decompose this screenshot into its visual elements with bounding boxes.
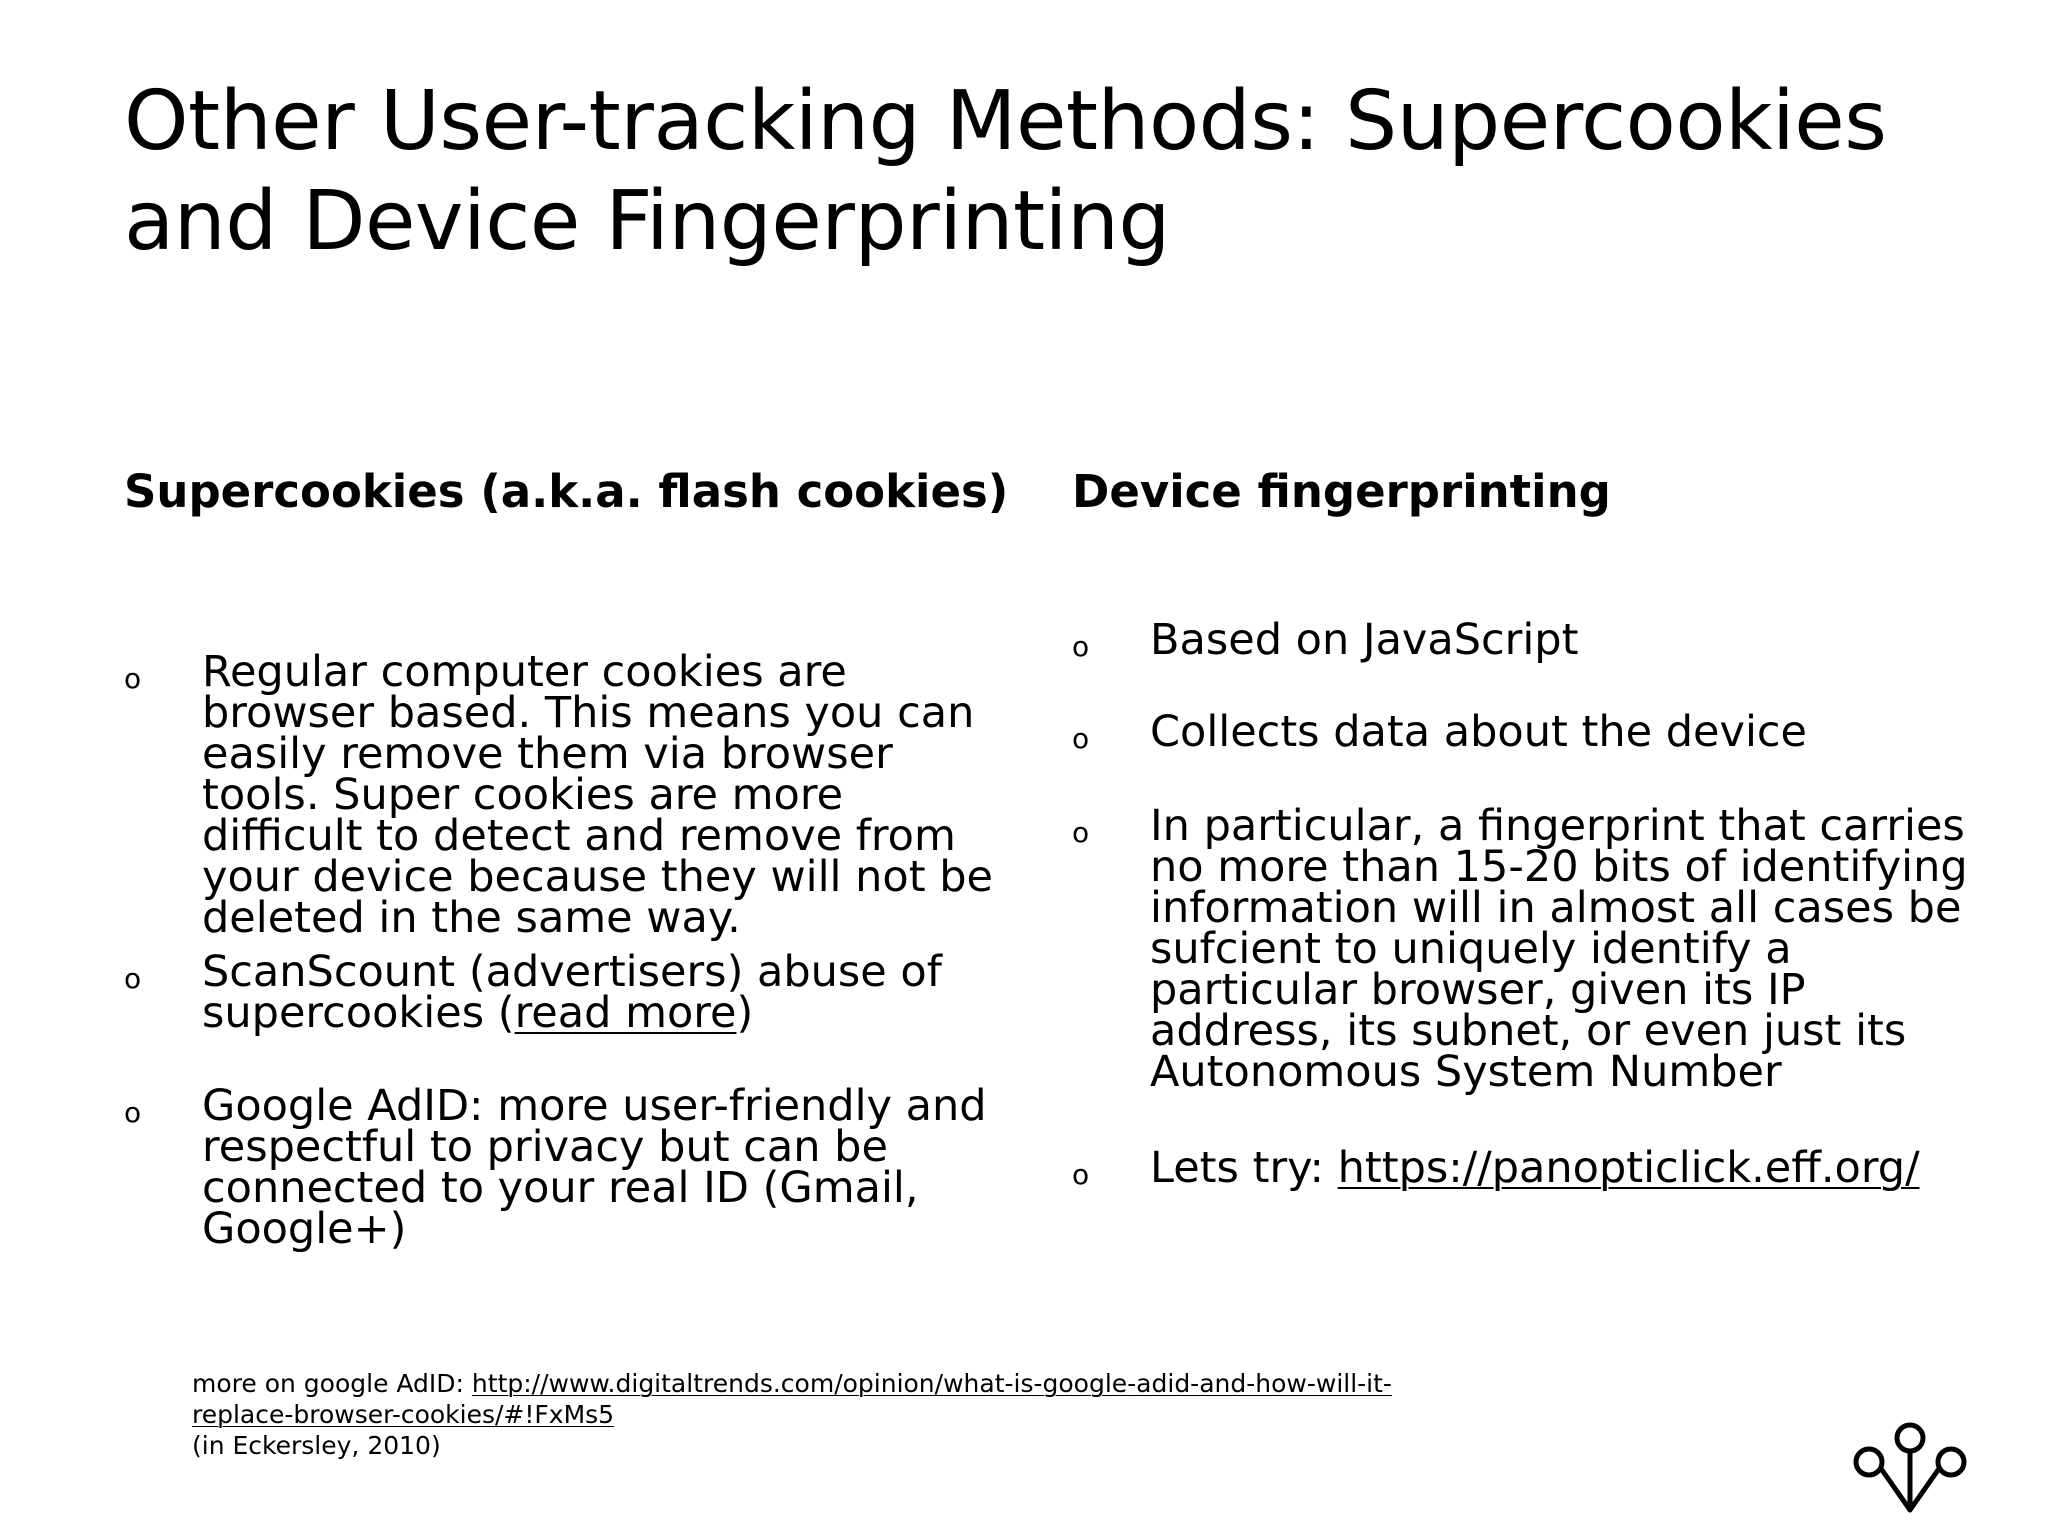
list-item-text-after: ) xyxy=(736,988,754,1038)
bullet-marker-icon: o xyxy=(1072,630,1090,663)
list-item-text-before: ScanScount (advertisers) abuse of supercookies ( xyxy=(202,947,942,1038)
list-item-text: Google AdID: more user-friendly and respectful to privacy but can be connected to your real ID (Gmail, Google+) xyxy=(202,1081,987,1254)
list-item-text-before: Lets try: xyxy=(1150,1143,1338,1193)
list-item-text xyxy=(1150,1143,1920,1193)
panopticlick-link[interactable]: https://panopticlick.eff.org/ xyxy=(1337,1143,1920,1193)
footnote-citation: (in Eckersley, 2010) xyxy=(192,1431,441,1460)
footnote xyxy=(192,1368,1492,1461)
bullet-marker-icon: o xyxy=(124,662,142,695)
read-more-link[interactable]: read more xyxy=(514,988,737,1038)
bullet-marker-icon: o xyxy=(1072,722,1090,755)
list-item-text: In particular, a fingerprint that carries no more than 15-20 bits of identifying information will in almost all cases be sufcient to uniquely identify a particular browser, given its IP address, its subnet, or even just its Autonomous System Number xyxy=(1150,801,1968,1097)
digitaltrends-link[interactable]: http://www.digitaltrends.com/opinion/what-is-google-adid-and-how-will-it-replace-browser-cookies/#!FxMs5 xyxy=(192,1369,1392,1429)
branching-circles-logo-icon xyxy=(1850,1420,1970,1520)
list-item xyxy=(124,647,1002,943)
bullet-marker-icon: o xyxy=(1072,1158,1090,1191)
list-item xyxy=(1072,801,1970,1097)
bullet-marker-icon: o xyxy=(124,962,142,995)
list-item-text: Collects data about the device xyxy=(1150,707,1807,757)
list-item xyxy=(124,1081,1002,1254)
list-item xyxy=(1072,615,1970,665)
list-item xyxy=(124,947,1002,1038)
list-item-text xyxy=(202,947,942,1038)
bullet-marker-icon: o xyxy=(124,1096,142,1129)
list-item-text: Regular computer cookies are browser based. This means you can easily remove them via browser tools. Super cookies are more difficult to detect and remove from your device because they will not be deleted in the same way. xyxy=(202,647,993,943)
footnote-source xyxy=(192,1368,1492,1430)
footnote-prefix: more on google AdID: xyxy=(192,1369,472,1398)
list-item-text: Based on JavaScript xyxy=(1150,615,1579,665)
list-item xyxy=(1072,1143,1970,1193)
supercookies-heading: Supercookies (a.k.a. flash cookies) xyxy=(124,465,1009,518)
list-item xyxy=(1072,707,1970,757)
slide-title: Other User-tracking Methods: Supercookies and Device Fingerprinting xyxy=(124,74,1887,269)
bullet-marker-icon: o xyxy=(1072,816,1090,849)
device-fingerprinting-heading: Device fingerprinting xyxy=(1072,465,1611,518)
